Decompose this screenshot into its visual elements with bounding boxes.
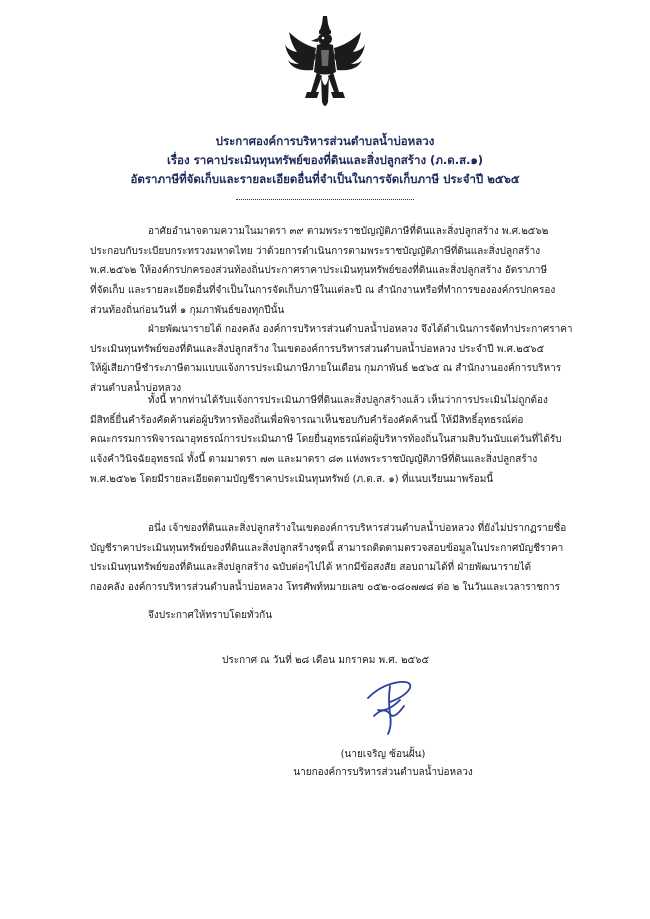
text-line: บัญชีราคาประเมินทุนทรัพย์ของที่ดินและสิ่งปลูกสร้างชุดนี้ สามารถติดตามตรวจสอบข้อมูลในประกาศบัญชีราคา xyxy=(90,542,564,554)
announcement-date: ประกาศ ณ วันที่ ๒๘ เดือน มกราคม พ.ศ. ๒๕๖๕ xyxy=(222,655,430,666)
text-line: ส่วนตำบลน้ำบ่อหลวง xyxy=(90,383,182,395)
announcement-subtitle: อัตราภาษีที่จัดเก็บและรายละเอียดอื่นที่จำเป็นในการจัดเก็บภาษี ประจำปี ๒๕๖๕ xyxy=(130,172,520,186)
handwritten-signature-icon xyxy=(360,676,420,738)
signer-name: (นายเจริญ ซ้อนฝั้น) xyxy=(340,749,426,760)
text-line: ให้ผู้เสียภาษีชำระภาษีตามแบบแจ้งการประเมินภาษีภายในเดือน กุมภาพันธ์ ๒๕๖๕ ณ สำนักงานองค์การบริหาร xyxy=(90,363,562,375)
paragraph-assessment xyxy=(90,320,580,399)
text-line: กองคลัง องค์การบริหารส่วนตำบลน้ำบ่อหลวง โทรศัพท์หมายเลข ๐๕๒-๐๘๐๗๗๘ ต่อ ๒ ในวันและเวลาราชการ xyxy=(90,582,561,594)
text-line: คณะกรรมการพิจารณาอุทธรณ์การประเมินภาษี โดยยื่นอุทธรณ์ต่อผู้บริหารท้องถิ่นในสามสิบวันนับแต่วันที่ได้รับ xyxy=(90,434,562,446)
text-line: อนึ่ง เจ้าของที่ดินและสิ่งปลูกสร้างในเขตองค์การบริหารส่วนตำบลน้ำบ่อหลวง ที่ยังไม่ปรากฏรายชื่อ xyxy=(148,523,567,534)
text-line: ที่จัดเก็บ และรายละเอียดอื่นที่จำเป็นในการจัดเก็บภาษีในแต่ละปี ณ สำนักงานหรือที่ทำการขององค์กรปกครอง xyxy=(90,285,556,297)
announcement-issuer: ประกาศองค์การบริหารส่วนตำบลน้ำบ่อหลวง xyxy=(215,134,435,148)
text-line: ประกอบกับระเบียบกระทรวงมหาดไทย ว่าด้วยการดำเนินการตามพระราชบัญญัติภาษีที่ดินและสิ่งปลูกสร้าง xyxy=(90,245,541,257)
text-line: อาศัยอำนาจตามความในมาตรา ๓๙ ตามพระราชบัญญัติภาษีที่ดินและสิ่งปลูกสร้าง พ.ศ.๒๕๖๒ xyxy=(148,226,549,237)
garuda-emblem-icon xyxy=(283,14,367,114)
text-line: ฝ่ายพัฒนารายได้ กองคลัง องค์การบริหารส่วนตำบลน้ำบ่อหลวง จึงได้ดำเนินการจัดทำประกาศราคา xyxy=(148,324,573,335)
paragraph-authority xyxy=(90,222,580,321)
announcement-header xyxy=(0,132,650,189)
text-line: ส่วนท้องถิ่นก่อนวันที่ ๑ กุมภาพันธ์ของทุกปีนั้น xyxy=(90,304,285,316)
paragraph-contact xyxy=(90,519,580,598)
text-line: แจ้งคำวินิจฉัยอุทธรณ์ ทั้งนี้ ตามมาตรา ๗๓ และมาตรา ๘๓ แห่งพระราชบัญญัติภาษีที่ดินและสิ่งปลูกสร้าง xyxy=(90,454,538,466)
text-line: ประเมินทุนทรัพย์ของที่ดินและสิ่งปลูกสร้าง ในเขตองค์การบริหารส่วนตำบลน้ำบ่อหลวง ประจำปี พ.ศ.๒๕๖๕ xyxy=(90,343,545,355)
announcement-subject: เรื่อง ราคาประเมินทุนทรัพย์ของที่ดินและสิ่งปลูกสร้าง (ภ.ด.ส.๑) xyxy=(166,153,484,167)
text-line: พ.ศ.๒๕๖๒ ให้องค์กรปกครองส่วนท้องถิ่นประกาศราคาประเมินทุนทรัพย์ของที่ดินและสิ่งปลูกสร้าง อัตราภาษี xyxy=(90,265,548,277)
text-line: ทั้งนี้ หากท่านได้รับแจ้งการประเมินภาษีที่ดินและสิ่งปลูกสร้างแล้ว เห็นว่าการประเมินไม่ถูกต้อง xyxy=(148,395,548,406)
text-line: ประเมินทุนทรัพย์ของที่ดินและสิ่งปลูกสร้าง ฉบับต่อๆไปได้ หากมีข้อสงสัย สอบถามได้ที่ ฝ่ายพัฒนารายได้ xyxy=(90,562,532,574)
signer-position: นายกองค์การบริหารส่วนตำบลน้ำบ่อหลวง xyxy=(293,767,473,778)
header-divider xyxy=(236,199,414,200)
text-line: มีสิทธิ์ยื่นคำร้องคัดค้านต่อผู้บริหารท้องถิ่นเพื่อพิจารณาเห็นชอบกับคำร้องคัดค้านนี้ ให้มีสิทธิ์อุทธรณ์ต่อ xyxy=(90,414,524,426)
text-line: พ.ศ.๒๕๖๒ โดยมีรายละเอียดตามบัญชีราคาประเมินทุนทรัพย์ (ภ.ด.ส. ๑) ที่แนบเรียนมาพร้อมนี้ xyxy=(90,473,494,485)
closing-statement: จึงประกาศให้ทราบโดยทั่วกัน xyxy=(148,610,273,621)
paragraph-appeal xyxy=(90,391,580,490)
